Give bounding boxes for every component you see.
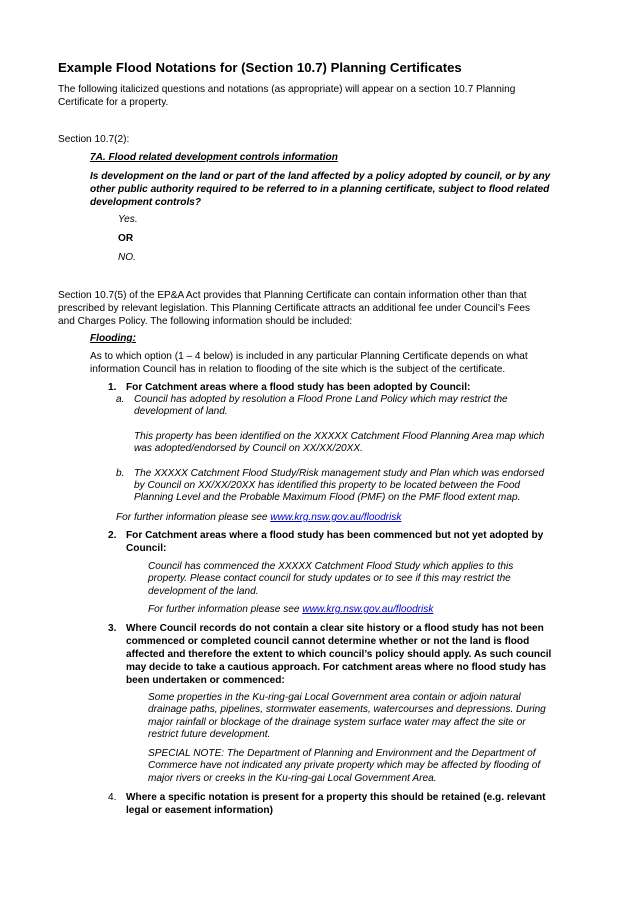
option-2-body-line-1: Council has commenced the XXXXX Catchment Flood Study which applies to this xyxy=(148,561,514,572)
option-1-floodrisk-link[interactable]: www.krg.nsw.gov.au/floodrisk xyxy=(270,512,402,523)
option-3-heading-line-5: been undertaken or commenced: xyxy=(126,675,285,686)
option-4-heading-line-1: Where a specific notation is present for a property this should be retained (e.g. relevant xyxy=(126,792,546,803)
section-7a-heading: 7A. Flood related development controls information xyxy=(90,152,338,163)
section-1072-label: Section 10.7(2): xyxy=(58,134,130,145)
option-2-floodrisk-link[interactable]: www.krg.nsw.gov.au/floodrisk xyxy=(302,604,434,615)
option-3-body-line-1: Some properties in the Ku-ring-gai Local Government area contain or adjoin natural xyxy=(148,692,521,703)
answer-yes: Yes. xyxy=(118,214,138,225)
option-4-heading-line-2: legal or easement information) xyxy=(126,805,273,816)
option-1-further-info xyxy=(116,512,401,524)
question-line-3: development controls? xyxy=(90,197,202,208)
intro-line-2: Certificate for a property. xyxy=(58,97,169,108)
option-3-heading-line-4: may decide to take a cautious approach. For catchment areas where no flood study has xyxy=(126,662,547,673)
answer-no: NO. xyxy=(118,252,136,263)
option-1b-line-2: by Council on XX/XX/20XX has identified this property to be located between the Food xyxy=(134,480,521,491)
option-2-number: 2. xyxy=(108,530,117,541)
option-1a-label: a. xyxy=(116,394,125,405)
option-1a-line-2: development of land. xyxy=(134,406,228,417)
question-line-2: other public authority required to be referred to in a planning certificate, subject to flood related xyxy=(90,184,550,195)
option-2-further-info xyxy=(148,604,433,616)
option-3-note-line-1: SPECIAL NOTE: The Department of Planning and Environment and the Department of xyxy=(148,748,536,759)
option-3-number: 3. xyxy=(108,623,117,634)
option-1a-note-line-2: was adopted/endorsed by Council on XX/XX/20XX. xyxy=(134,443,363,454)
option-2-heading-line-2: Council: xyxy=(126,543,167,554)
section-1075-line-3: and Charges Policy. The following information should be included: xyxy=(58,316,353,327)
option-2-body-line-3: development of the land. xyxy=(148,586,259,597)
option-2-further-text: For further information please see xyxy=(148,604,300,615)
option-3-heading-line-2: commenced or completed council cannot determine whether or not the land is flood xyxy=(126,636,530,647)
option-3-note-line-2: Commerce have not indicated any private property which may be affected by flooding of xyxy=(148,760,541,771)
option-1a-note-line-1: This property has been identified on the XXXXX Catchment Flood Planning Area map which xyxy=(134,431,545,442)
option-1b-line-1: The XXXXX Catchment Flood Study/Risk management study and Plan which was endorsed xyxy=(134,468,545,479)
option-1-number: 1. xyxy=(108,382,117,393)
answer-or: OR xyxy=(118,233,134,244)
section-1075-line-1: Section 10.7(5) of the EP&A Act provides that Planning Certificate can contain information other than that xyxy=(58,290,527,301)
option-3-heading-line-3: affected and therefore the extent to which council’s policy should apply. As such council xyxy=(126,649,552,660)
option-1b-label: b. xyxy=(116,468,125,479)
option-3-note-line-3: major rivers or creeks in the Ku-ring-gai Local Government Area. xyxy=(148,773,437,784)
section-1075-line-2: prescribed by relevant legislation. This Planning Certificate attracts an additional fee under Council’s Fees xyxy=(58,303,531,314)
flooding-intro-line-2: information Council has in relation to flooding of the site which is the subject of the certificate. xyxy=(90,364,506,375)
option-3-heading-line-1: Where Council records do not contain a clear site history or a flood study has not been xyxy=(126,623,544,634)
option-1-heading: For Catchment areas where a flood study has been adopted by Council: xyxy=(126,382,471,393)
option-3-body-line-4: restrict future development. xyxy=(148,729,271,740)
question-line-1: Is development on the land or part of the land affected by a policy adopted by council, or by any xyxy=(90,171,551,182)
option-2-body-line-2: property. Please contact council for study updates or to see if this may restrict the xyxy=(148,573,511,584)
option-3-body-line-3: major rainfall or blockage of the drainage system surface water may affect the site or xyxy=(148,717,526,728)
option-1b-line-3: Planning Level and the Probable Maximum Flood (PMF) on the PMF flood extent map. xyxy=(134,492,521,503)
option-1a-line-1: Council has adopted by resolution a Flood Prone Land Policy which may restrict the xyxy=(134,394,508,405)
option-4-number: 4. xyxy=(108,792,117,803)
flooding-heading: Flooding: xyxy=(90,333,136,344)
intro-line-1: The following italicized questions and notations (as appropriate) will appear on a section 10.7 Planning xyxy=(58,84,516,95)
option-3-body-line-2: drainage paths, pipelines, stormwater easements, watercourses and depressions. During xyxy=(148,704,546,715)
option-2-heading-line-1: For Catchment areas where a flood study has been commenced but not yet adopted by xyxy=(126,530,544,541)
option-1-further-text: For further information please see xyxy=(116,512,268,523)
page-title: Example Flood Notations for (Section 10.7) Planning Certificates xyxy=(58,60,462,75)
flooding-intro-line-1: As to which option (1 – 4 below) is included in any particular Planning Certificate depends on what xyxy=(90,351,528,362)
